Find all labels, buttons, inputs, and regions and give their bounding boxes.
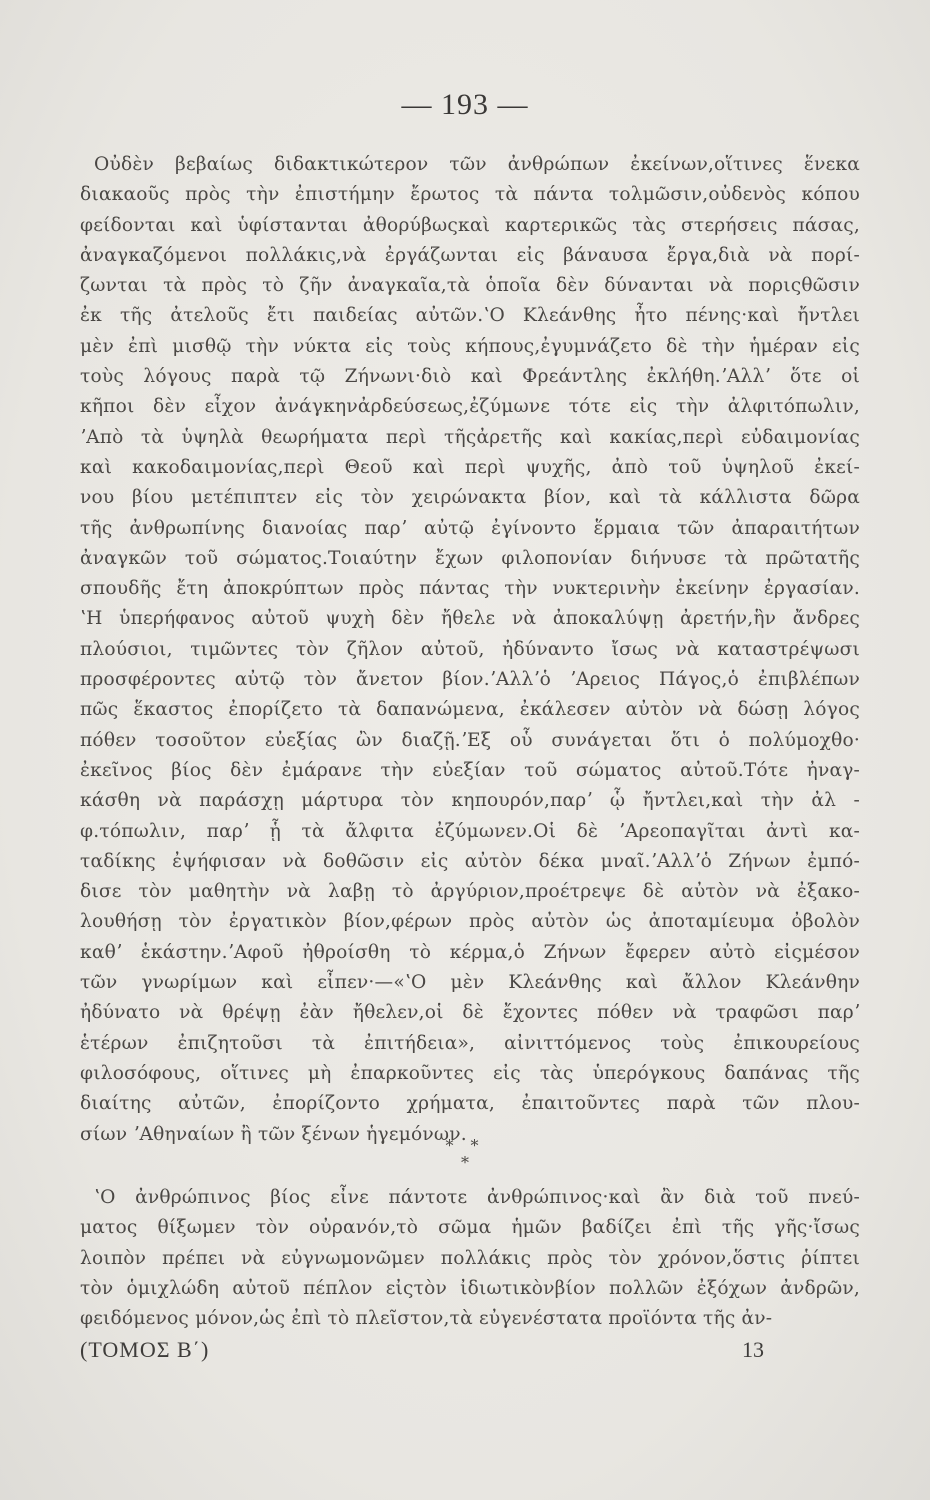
text-line: τοὺς λόγους παρὰ τῷ Ζήνωνι·διὸ καὶ Φρεάντλης ἐκλήθη.ʼΑλλʼ ὅτε οἱ xyxy=(80,366,860,388)
text-line: ʽΗ ὑπερήφανος αὐτοῦ ψυχὴ δὲν ἤθελε νὰ ἀποκαλύψῃ ἀρετήν,ἣν ἄνδρες xyxy=(80,608,860,630)
text-line: πλούσιοι, τιμῶντες τὸν ζῆλον αὐτοῦ, ἠδύναντο ἴσως νὰ καταστρέψωσι xyxy=(80,638,860,660)
paragraph-2 xyxy=(80,1183,860,1334)
text-line: κῆποι δὲν εἶχον ἀνάγκηνἀρδεύσεως,ἐζύμωνε τότε εἰς τὴν ἀλφιτόπωλιν, xyxy=(80,396,860,418)
text-line: διακαοῦς πρὸς τὴν ἐπιστήμην ἔρωτος τὰ πάντα τολμῶσιν,οὐδενὸς κόπου xyxy=(80,184,860,206)
text-line: σίων ʼΑθηναίων ἢ τῶν ξένων ἡγεμόνων. xyxy=(80,1123,467,1145)
volume-label: (ΤΟΜΟΣ Β΄) xyxy=(80,1337,210,1362)
text-line: διαίτης αὐτῶν, ἐπορίζοντο χρήματα, ἐπαιτοῦντες παρὰ τῶν πλου- xyxy=(80,1093,860,1115)
text-line: καὶ κακοδαιμονίας,περὶ Θεοῦ καὶ περὶ ψυχῆς, ἀπὸ τοῦ ὑψηλοῦ ἐκεί- xyxy=(80,456,860,478)
text-line: ματος θίξωμεν τὸν οὐρανόν,τὸ σῶμα ἡμῶν βαδίζει ἐπὶ τῆς γῆς·ἴσως xyxy=(80,1217,860,1239)
text-line: φιλοσόφους, οἵτινες μὴ ἐπαρκοῦντες εἰς τὰς ὑπερόγκους δαπάνας τῆς xyxy=(80,1062,860,1084)
text-line: ἐκεῖνος βίος δὲν ἐμάρανε τὴν εὐεξίαν τοῦ σώματος αὐτοῦ.Τότε ἠναγ- xyxy=(80,759,860,781)
section-divider-bottom: * xyxy=(461,1153,469,1172)
text-line: ἀναγκαζόμενοι πολλάκις,νὰ ἐργάζωνται εἰς βάναυσα ἔργα,διὰ νὰ πορί- xyxy=(80,244,860,266)
text-line: μὲν ἐπὶ μισθῷ τὴν νύκτα εἰς τοὺς κήπους,ἐγυμνάζετο δὲ τὴν ἡμέραν εἰς xyxy=(80,335,860,357)
paragraph-1 xyxy=(80,150,860,1150)
text-line: νου βίου μετέπιπτεν εἰς τὸν χειρώνακτα βίον, καὶ τὰ κάλλιστα δῶρα xyxy=(80,487,860,509)
text-line: πόθεν τοσοῦτον εὐεξίας ὢν διαζῇ.ʼΕξ οὗ συνάγεται ὅτι ὁ πολύμοχθο· xyxy=(80,729,860,751)
text-line: ʼΑπὸ τὰ ὑψηλὰ θεωρήματα περὶ τῆςἀρετῆς καὶ κακίας,περὶ εὐδαιμονίας xyxy=(80,426,860,448)
text-line: φείδονται καὶ ὑφίστανται ἀθορύβωςκαὶ καρτερικῶς τὰς στερήσεις πάσας, xyxy=(80,214,860,236)
text-line: καθʼ ἑκάστην.ʼΑφοῦ ἠθροίσθη τὸ κέρμα,ὁ Ζήνων ἔφερεν αὐτὸ εἰςμέσον xyxy=(80,941,860,963)
text-line: ἐκ τῆς ἀτελοῦς ἔτι παιδείας αὐτῶν.ʽΟ Κλεάνθης ἦτο πένης·καὶ ἤντλει xyxy=(80,305,860,327)
signature-number: 13 xyxy=(742,1337,764,1362)
text-line: ἠδύνατο νὰ θρέψῃ ἐὰν ἤθελεν,οἱ δὲ ἔχοντες πόθεν νὰ τραφῶσι παρʼ xyxy=(80,1002,860,1024)
text-line: τῶν γνωρίμων καὶ εἶπεν·—«ʽΟ μὲν Κλεάνθης καὶ ἄλλον Κλεάνθην xyxy=(80,972,860,994)
text-line: ταδίκης ἐψήφισαν νὰ δοθῶσιν εἰς αὐτὸν δέκα μναῖ.ʼΑλλʼὁ Ζήνων ἐμπό- xyxy=(80,850,860,872)
text-line: λοιπὸν πρέπει νὰ εὐγνωμονῶμεν πολλάκις πρὸς τὸν χρόνον,ὅστις ῥίπτει xyxy=(80,1247,860,1269)
page-number-header: — 193 — xyxy=(401,88,529,121)
page-footer xyxy=(80,1337,860,1367)
text-line: φ.τόπωλιν, παρʼ ᾗ τὰ ἄλφιτα ἐζύμωνεν.Οἱ δὲ ʼΑρεοπαγῖται ἀντὶ κα- xyxy=(80,820,860,842)
text-line: τὸν ὁμιχλώδη αὐτοῦ πέπλον εἰςτὸν ἰδιωτικὸνβίον πολλῶν ἐξόχων ἀνδρῶν, xyxy=(80,1277,860,1299)
text-line: σπουδῆς ἔτη ἀποκρύπτων πρὸς πάντας τὴν νυκτερινὴν ἐκείνην ἐργασίαν. xyxy=(80,578,860,600)
text-line: λουθήσῃ τὸν ἐργατικὸν βίον,φέρων πρὸς αὐτὸν ὡς ἀποταμίευμα ὀβολὸν xyxy=(80,911,860,933)
text-line: Οὐδὲν βεβαίως διδακτικώτερον τῶν ἀνθρώπων ἐκείνων,οἵτινες ἕνεκα xyxy=(94,154,860,175)
text-line: κάσθη νὰ παράσχῃ μάρτυρα τὸν κηπουρόν,παρʼ ᾧ ἤντλει,καὶ τὴν ἀλ - xyxy=(80,790,860,812)
section-divider-top: * * xyxy=(445,1136,485,1155)
text-line: προσφέροντες αὐτῷ τὸν ἄνετον βίον.ʼΑλλʼὁ ʼΑρειος Πάγος,ὁ ἐπιβλέπων xyxy=(80,669,860,691)
text-line: ʽΟ ἀνθρώπινος βίος εἶνε πάντοτε ἀνθρώπινος·καὶ ἂν διὰ τοῦ πνεύ- xyxy=(94,1187,860,1208)
text-line: φειδόμενος μόνον,ὡς ἐπὶ τὸ πλεῖστον,τὰ εὐγενέστατα προϊόντα τῆς ἀν- xyxy=(80,1308,773,1330)
text-line: ἀναγκῶν τοῦ σώματος.Τοιαύτην ἔχων φιλοπονίαν διήνυσε τὰ πρῶτατῆς xyxy=(80,547,860,569)
text-line: ζωνται τὰ πρὸς τὸ ζῆν ἀναγκαῖα,τὰ ὁποῖα δὲν δύνανται νὰ ποριςθῶσιν xyxy=(80,275,860,297)
text-line: δισε τὸν μαθητὴν νὰ λαβῃ τὸ ἀργύριον,προέτρεψε δὲ αὐτὸν νὰ ἐξακο- xyxy=(80,881,860,903)
text-line: πῶς ἕκαστος ἐπορίζετο τὰ δαπανώμενα, ἐκάλεσεν αὐτὸν νὰ δώσῃ λόγος xyxy=(80,699,860,721)
text-line: ἑτέρων ἐπιζητοῦσι τὰ ἐπιτήδεια», αἰνιττόμενος τοὺς ἐπικουρείους xyxy=(80,1032,860,1054)
text-line: τῆς ἀνθρωπίνης διανοίας παρʼ αὐτῷ ἐγίνοντο ἕρμαια τῶν ἀπαραιτήτων xyxy=(80,517,860,539)
